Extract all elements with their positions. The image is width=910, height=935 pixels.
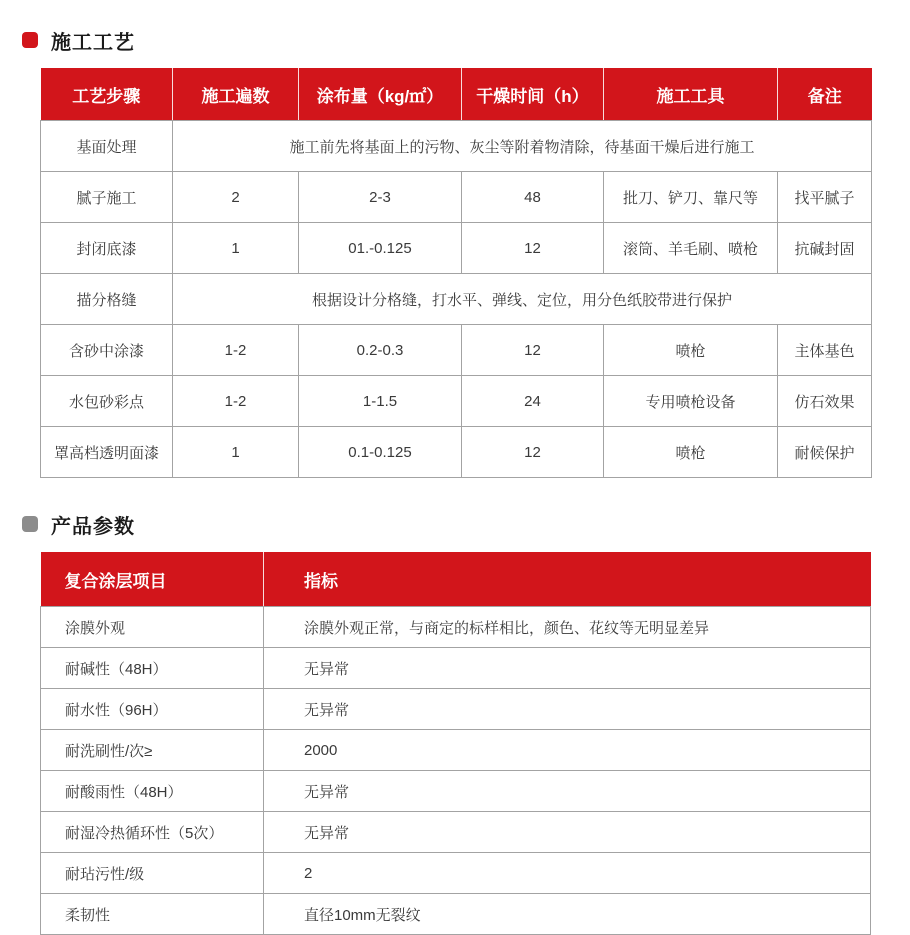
- cell-drytime: 48: [462, 172, 604, 223]
- cell-step: 封闭底漆: [41, 223, 173, 274]
- cell-drytime: 12: [462, 223, 604, 274]
- cell-step: 腻子施工: [41, 172, 173, 223]
- cell-item: 柔韧性: [41, 894, 264, 935]
- cell-coverage: 0.1-0.125: [299, 427, 462, 478]
- cell-spec: 2000: [264, 730, 871, 771]
- header-cell-spec: 指标: [264, 552, 871, 607]
- header-cell-remark: 备注: [778, 68, 872, 121]
- table-row: [41, 172, 872, 223]
- cell-drytime: 24: [462, 376, 604, 427]
- cell-step: 含砂中涂漆: [41, 325, 173, 376]
- process-table-header-row: [41, 68, 872, 121]
- cell-spec: 无异常: [264, 689, 871, 730]
- table-row: [41, 223, 872, 274]
- cell-item: 涂膜外观: [41, 607, 264, 648]
- table-row: [41, 427, 872, 478]
- cell-coverage: 1-1.5: [299, 376, 462, 427]
- header-cell-tools: 施工工具: [604, 68, 778, 121]
- cell-merged-note: 施工前先将基面上的污物、灰尘等附着物清除，待基面干燥后进行施工: [173, 121, 872, 172]
- param-table-header-row: [41, 552, 871, 607]
- param-table: [40, 552, 871, 935]
- cell-tools: 专用喷枪设备: [604, 376, 778, 427]
- cell-step: 水包砂彩点: [41, 376, 173, 427]
- cell-item: 耐碱性（48H）: [41, 648, 264, 689]
- cell-tools: 喷枪: [604, 427, 778, 478]
- header-cell-drytime: 干燥时间（h）: [462, 68, 604, 121]
- cell-remark: 仿石效果: [778, 376, 872, 427]
- cell-spec: 直径10mm无裂纹: [264, 894, 871, 935]
- table-row: [41, 689, 871, 730]
- cell-passes: 1-2: [173, 325, 299, 376]
- section-header-process: [22, 28, 910, 52]
- section-title-params: 产品参数: [51, 515, 135, 538]
- cell-tools: 滚筒、羊毛刷、喷枪: [604, 223, 778, 274]
- cell-remark: 主体基色: [778, 325, 872, 376]
- cell-passes: 1: [173, 427, 299, 478]
- header-cell-passes: 施工遍数: [173, 68, 299, 121]
- cell-spec: 无异常: [264, 648, 871, 689]
- cell-passes: 2: [173, 172, 299, 223]
- cell-spec: 涂膜外观正常，与商定的标样相比，颜色、花纹等无明显差异: [264, 607, 871, 648]
- gray-square-bullet-icon: [22, 516, 38, 532]
- cell-coverage: 01.-0.125: [299, 223, 462, 274]
- cell-remark: 找平腻子: [778, 172, 872, 223]
- table-row: [41, 376, 872, 427]
- table-row: [41, 812, 871, 853]
- table-row: [41, 121, 872, 172]
- cell-coverage: 0.2-0.3: [299, 325, 462, 376]
- table-row: [41, 648, 871, 689]
- cell-merged-note: 根据设计分格缝，打水平、弹线、定位，用分色纸胶带进行保护: [173, 274, 872, 325]
- table-row: [41, 730, 871, 771]
- cell-drytime: 12: [462, 325, 604, 376]
- cell-step: 罩高档透明面漆: [41, 427, 173, 478]
- cell-step: 描分格缝: [41, 274, 173, 325]
- cell-item: 耐酸雨性（48H）: [41, 771, 264, 812]
- cell-spec: 无异常: [264, 771, 871, 812]
- table-row: [41, 274, 872, 325]
- cell-coverage: 2-3: [299, 172, 462, 223]
- cell-spec: 无异常: [264, 812, 871, 853]
- table-row: [41, 894, 871, 935]
- header-cell-step: 工艺步骤: [41, 68, 173, 121]
- cell-item: 耐湿冷热循环性（5次）: [41, 812, 264, 853]
- section-header-params: [22, 512, 910, 536]
- cell-passes: 1: [173, 223, 299, 274]
- header-cell-coverage: 涂布量（kg/㎡）: [299, 68, 462, 121]
- cell-tools: 喷枪: [604, 325, 778, 376]
- table-row: [41, 325, 872, 376]
- cell-spec: 2: [264, 853, 871, 894]
- cell-step: 基面处理: [41, 121, 173, 172]
- section-title-process: 施工工艺: [51, 31, 135, 54]
- cell-passes: 1-2: [173, 376, 299, 427]
- cell-remark: 抗碱封固: [778, 223, 872, 274]
- process-table: [40, 68, 872, 478]
- cell-item: 耐洗刷性/次≥: [41, 730, 264, 771]
- header-cell-item: 复合涂层项目: [41, 552, 264, 607]
- table-row: [41, 771, 871, 812]
- cell-remark: 耐候保护: [778, 427, 872, 478]
- cell-item: 耐水性（96H）: [41, 689, 264, 730]
- red-square-bullet-icon: [22, 32, 38, 48]
- table-row: [41, 853, 871, 894]
- cell-item: 耐玷污性/级: [41, 853, 264, 894]
- cell-tools: 批刀、铲刀、靠尺等: [604, 172, 778, 223]
- cell-drytime: 12: [462, 427, 604, 478]
- table-row: [41, 607, 871, 648]
